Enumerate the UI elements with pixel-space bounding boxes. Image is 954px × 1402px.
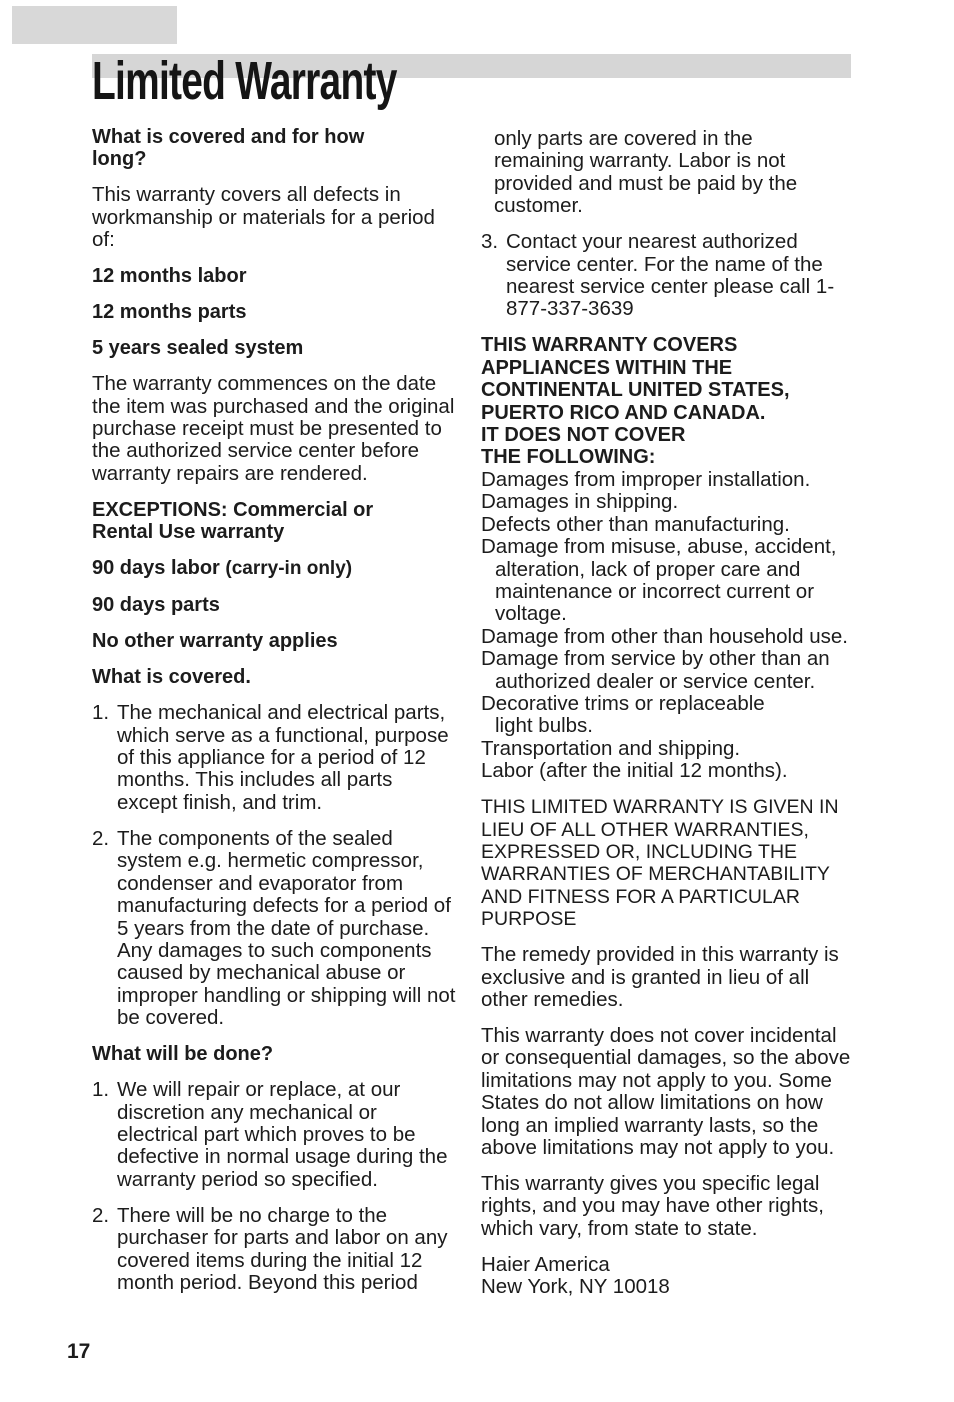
exclusion-item: Damage from service by other than an authorized dealer or service center. (481, 647, 830, 693)
list-item-text: There will be no charge to the purchaser for parts and labor on any covered items during the initial 12 month period. Beyond this period (117, 1203, 448, 1294)
term-sealed-system: 5 years sealed system (92, 337, 304, 360)
list-item-number: 2. (92, 1203, 110, 1227)
not-cover-heading-line2: THE FOLLOWING: (481, 446, 656, 469)
company-address (481, 1254, 851, 1299)
exceptions-labor-label: 90 days labor (92, 557, 220, 580)
header-tab-block (12, 6, 177, 44)
exclusion-item: Labor (after the initial 12 months). (481, 759, 788, 783)
incidental-paragraph: This warranty does not cover incidental or consequential damages, so the above limitations may not apply to you. Some States do not allow limitations on how long an implied warranty lasts, so the above limitations may not apply to you. (481, 1024, 851, 1160)
list-item (92, 828, 457, 1030)
list-item-number: 3. (481, 230, 499, 254)
exclusion-item: Damage from other than household use. (481, 624, 848, 648)
exclusion-item: Defects other than manufacturing. (481, 512, 790, 536)
coverage-area-heading: THIS WARRANTY COVERS APPLIANCES WITHIN THE CONTINENTAL UNITED STATES, PUERTO RICO AND CANADA. (481, 334, 790, 424)
covered-list (92, 702, 457, 1029)
limited-warranty-disclaimer: THIS LIMITED WARRANTY IS GIVEN IN LIEU OF ALL OTHER WARRANTIES, EXPRESSED OR, INCLUDING THE WARRANTIES OF MERCHANTABILITY AND FITNESS FOR A PARTICULAR PURPOSE (481, 796, 839, 931)
continued-paragraph: only parts are covered in the remaining warranty. Labor is not provided and must be paid by the customer. (494, 127, 798, 218)
exclusion-item: Damages from improper installation. (481, 467, 811, 491)
term-parts: 12 months parts (92, 301, 247, 324)
list-item (481, 231, 851, 321)
list-item (92, 1205, 457, 1295)
done-list (92, 1079, 457, 1294)
exclusion-item: Decorative trims or replaceable light bulbs. (481, 691, 765, 738)
what-will-be-done-heading: What will be done? (92, 1043, 274, 1066)
covered-question-heading: What is covered and for how long? (92, 126, 365, 171)
list-item-text: The components of the sealed system e.g. hermetic compressor, condenser and evaporator from manufacturing defects for a period of 5 years from the date of purchase. Any damages to such components caused by mechanical abuse or improper handling or shipping will not be covered. (117, 826, 456, 1030)
legal-rights-paragraph: This warranty gives you specific legal rights, and you may have other rights, which vary, from state to state. (481, 1172, 824, 1240)
company-name: Haier America (481, 1252, 610, 1276)
page-title: Limited Warranty (92, 51, 397, 111)
exceptions-parts: 90 days parts (92, 594, 220, 617)
right-column (481, 128, 851, 1299)
list-item-number: 1. (92, 701, 110, 725)
exclusion-item: Transportation and shipping. (481, 736, 741, 760)
exclusions-list (481, 469, 851, 783)
not-cover-heading-line1: IT DOES NOT COVER (481, 424, 686, 447)
list-item-number: 2. (92, 826, 110, 850)
company-city: New York, NY 10018 (481, 1275, 670, 1299)
intro-paragraph: This warranty covers all defects in workmanship or materials for a period of: (92, 183, 435, 252)
no-other-warranty: No other warranty applies (92, 630, 338, 653)
list-item-text: The mechanical and electrical parts, which serve as a functional, purpose of this appliance for a period of 12 months. This includes all parts except finish, and trim. (117, 701, 449, 814)
what-is-covered-heading: What is covered. (92, 666, 251, 689)
list-item (92, 1079, 457, 1191)
exclusion-item: Damage from misuse, abuse, accident, alteration, lack of proper care and maintenance or incorrect current or voltage. (481, 535, 837, 626)
list-item-text: We will repair or replace, at our discretion any mechanical or electrical part which proves to be defective in normal usage during the warranty period so specified. (117, 1078, 448, 1191)
commence-paragraph: The warranty commences on the date the item was purchased and the original purchase receipt must be presented to the authorized service center before warranty repairs are rendered. (92, 372, 455, 485)
list-item-text: Contact your nearest authorized service center. For the name of the nearest service center please call 1-877-337-3639 (506, 230, 835, 321)
remedy-paragraph: The remedy provided in this warranty is exclusive and is granted in lieu of all other remedies. (481, 943, 839, 1011)
left-column (92, 126, 457, 1308)
page-number: 17 (67, 1340, 91, 1363)
list-item (92, 702, 457, 814)
exceptions-heading: EXCEPTIONS: Commercial or Rental Use warranty (92, 498, 374, 544)
list-item-number: 1. (92, 1078, 110, 1102)
term-labor: 12 months labor (92, 265, 247, 288)
exclusion-item: Damages in shipping. (481, 490, 679, 514)
exceptions-labor (92, 557, 457, 580)
exceptions-labor-note: (carry-in only) (225, 558, 353, 580)
